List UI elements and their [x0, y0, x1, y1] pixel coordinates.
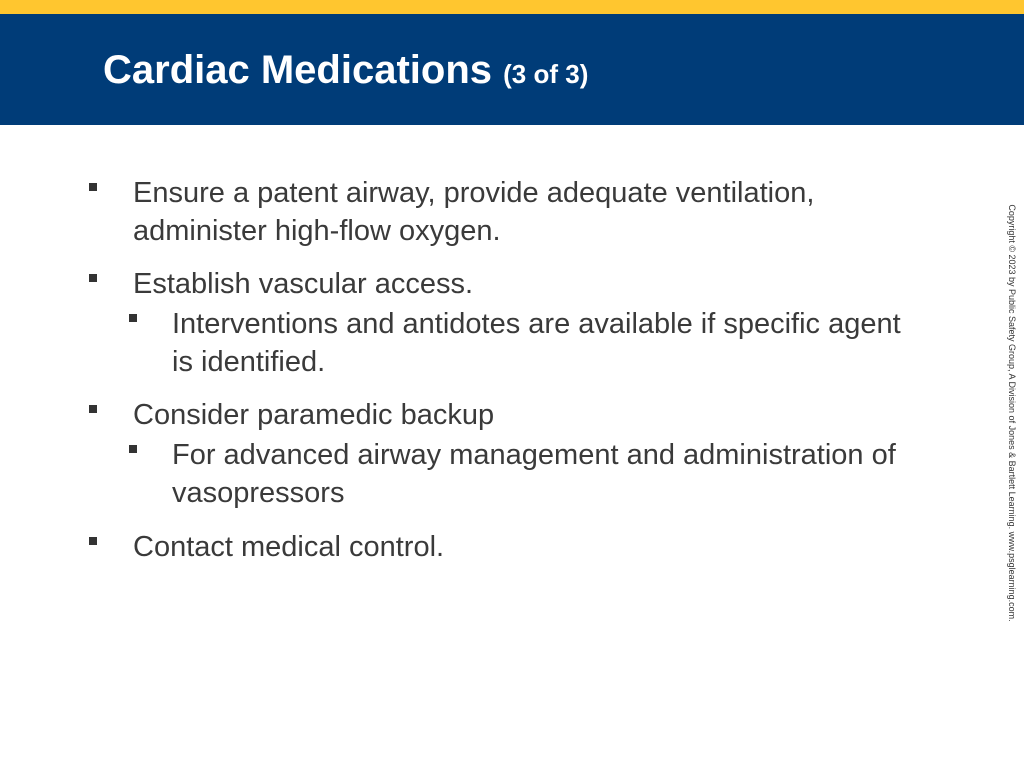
bullet-marker — [89, 274, 97, 282]
sub-bullet-marker — [129, 445, 137, 453]
sub-bullet-item: For advanced airway management and administration of vasopressors — [172, 439, 896, 509]
title-suffix: (3 of 3) — [503, 59, 589, 89]
bullet-item: Ensure a patent airway, provide adequate ventilation, administer high-flow oxygen. — [133, 177, 815, 247]
bullet-marker — [89, 183, 97, 191]
sub-bullet-marker — [129, 314, 137, 322]
sub-bullet-item: Interventions and antidotes are available if specific agent is identified. — [172, 308, 901, 378]
title-main: Cardiac Medications — [103, 48, 493, 92]
bullet-item: Consider paramedic backup — [133, 399, 495, 431]
bullet-item: Contact medical control. — [133, 531, 445, 563]
copyright-notice: Copyright © 2023 by Public Safety Group, A Division of Jones & Bartlett Learning. www.psglearning.com. — [1007, 204, 1017, 622]
bullet-marker — [89, 537, 97, 545]
bullet-marker — [89, 405, 97, 413]
bullet-item: Establish vascular access. — [133, 268, 474, 300]
